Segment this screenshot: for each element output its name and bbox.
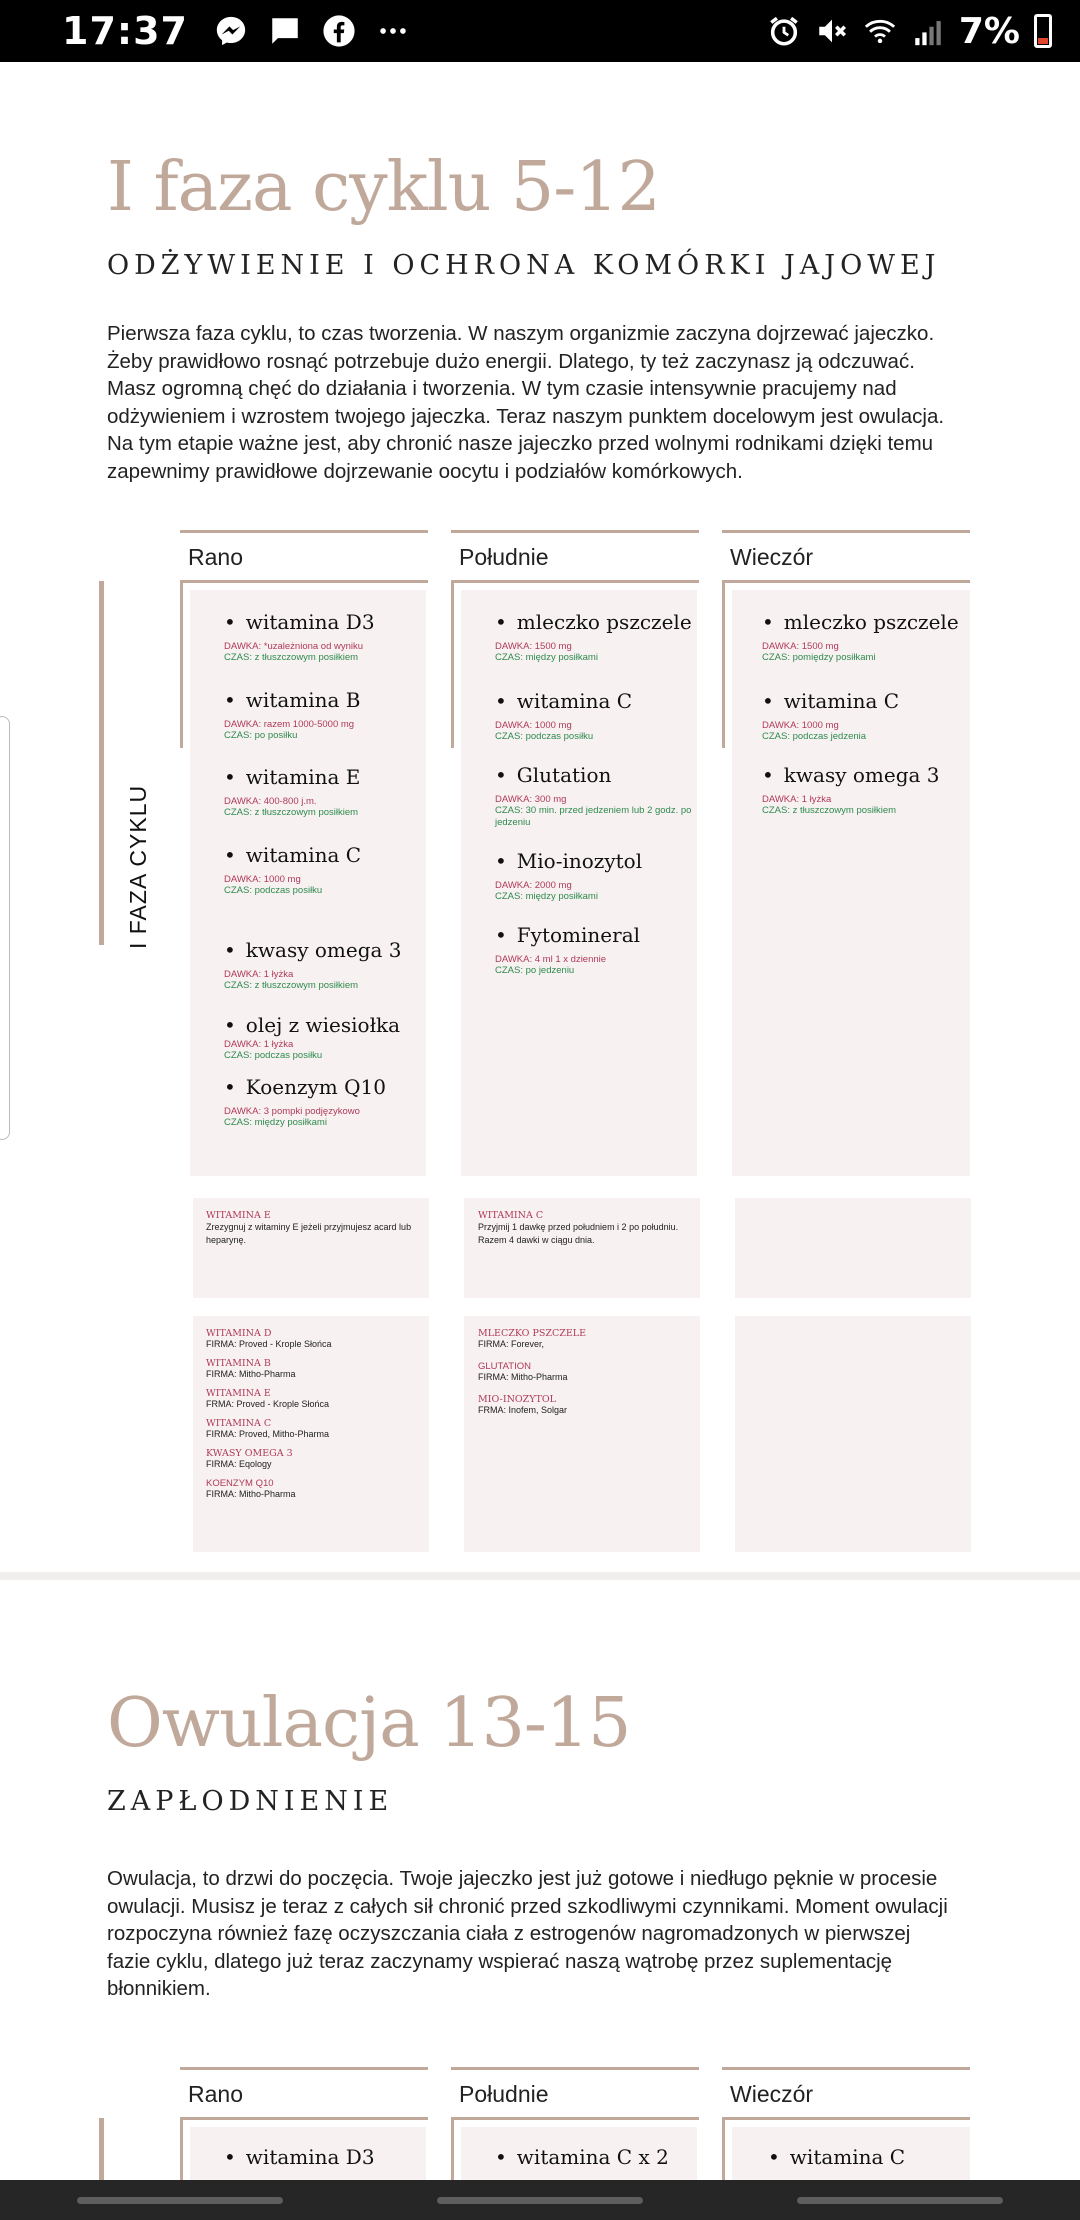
ovulation-intro [107, 1865, 971, 2003]
intro-line: fazie cyklu, dlatego już teraz zaczynamy wspierać naszą wątrobę przez suplementację [107, 1949, 893, 1973]
supplement-card-poludnie [461, 590, 697, 1176]
supplement-item: • Glutation DAWKA: 300 mg CZAS: 30 min. przed jedzeniem lub 2 godz. po jedzeniu [495, 763, 695, 829]
intro-line: rozpoczyna również fazę oczyszczania ciała z estrogenów nagromadzonych w pierwszej [107, 1922, 911, 1945]
column-header-wieczor: Wieczór [722, 530, 970, 582]
note-card-poludnie: WITAMINA C Przyjmij 1 dawkę przed południem i 2 po południu. Razem 4 dawki w ciągu dnia. [464, 1198, 700, 1298]
supplement-item: • witamina C x 2 [495, 2145, 669, 2169]
supplement-item: • witamina C DAWKA: 1000 mg CZAS: podczas posiłku [495, 689, 632, 742]
column-header-wieczor: Wieczór [722, 2067, 970, 2119]
supplement-item: • witamina B DAWKA: razem 1000-5000 mg CZAS: po posiłku [224, 688, 361, 741]
brand-entry: MIO-INOZYTOL FRMA: Inofem, Solgar [478, 1394, 568, 1415]
supplement-item: • witamina D3 DAWKA: *uzależniona od wyniku CZAS: z tłuszczowym posiłkiem [224, 610, 375, 663]
ovulation-subtitle: ZAPŁODNIENIE [107, 1786, 394, 1817]
supplement-item: • mleczko pszczele DAWKA: 1500 mg CZAS: między posiłkami [495, 610, 692, 663]
intro-line: Owulacja, to drzwi do poczęcia. Twoje jajeczko jest już gotowe i niedługo pęknie w procesie [107, 1867, 938, 1890]
brand-entry: MLECZKO PSZCZELE FIRMA: Forever, [478, 1328, 587, 1349]
brand-entry: KOENZYM Q10 FIRMA: Mitho-Pharma [206, 1478, 296, 1499]
intro-line: Pierwsza faza cyklu, to czas tworzenia. W naszym organizmie zaczyna dojrzewać jajeczko. [107, 322, 935, 345]
phase1-intro [107, 320, 971, 485]
intro-line: błonnikiem. [107, 1977, 211, 2000]
status-time: 17:37 [62, 9, 188, 53]
brand-entry: WITAMINA B FIRMA: Mitho-Pharma [206, 1358, 296, 1379]
brand-entry: GLUTATION FIRMA: Mitho-Pharma [478, 1361, 568, 1382]
note-card-rano: WITAMINA E Zrezygnuj z witaminy E jeżeli przyjmujesz acard lub heparynę. [193, 1198, 429, 1298]
battery-icon [1034, 14, 1052, 48]
intro-line: Na tym etapie ważne jest, aby chronić nasze jajeczko przed wolnymi rodnikami dzięki temu [107, 432, 934, 455]
supplement-item: • olej z wiesiołka DAWKA: 1 łyżka CZAS: podczas posiłku [224, 1013, 400, 1061]
supplement-item: • witamina C DAWKA: 1000 mg CZAS: podczas jedzenia [762, 689, 899, 742]
supplement-item: • witamina C [768, 2145, 905, 2169]
messenger-icon [214, 14, 248, 48]
column-header-rano: Rano [180, 2067, 428, 2119]
alarm-icon [767, 14, 801, 48]
facebook-icon [322, 14, 356, 48]
supplement-card-wieczor [732, 2127, 970, 2187]
supplement-item: • witamina C DAWKA: 1000 mg CZAS: podczas posiłku [224, 843, 361, 896]
signal-icon [911, 14, 945, 48]
column-header-poludnie: Południe [451, 530, 699, 582]
phase-label: I FAZA CYKLU [125, 784, 151, 949]
wifi-icon [863, 14, 897, 48]
intro-line: owulacji. Musisz je teraz z całych sił chronić przed szkodliwymi czynnikami. Moment owulacji [107, 1894, 948, 1918]
intro-line: odżywieniem i wzrostem twojego jajeczka. Teraz naszym punktem docelowym jest owulacja. [107, 404, 945, 428]
column-header-poludnie: Południe [451, 2067, 699, 2119]
supplement-item: • Fytomineral DAWKA: 4 ml 1 x dziennie CZAS: po jedzeniu [495, 923, 640, 976]
supplement-card-rano [190, 590, 426, 1176]
brand-card-rano [193, 1316, 429, 1552]
status-bar [0, 0, 1080, 62]
supplement-item: • kwasy omega 3 DAWKA: 1 łyżka CZAS: z tłuszczowym posiłkiem [762, 763, 940, 816]
column-header-rano: Rano [180, 530, 428, 582]
nav-home-button[interactable] [437, 2197, 643, 2204]
supplement-item: • Koenzym Q10 DAWKA: 3 pompki podjęzykowo CZAS: między posiłkami [224, 1075, 386, 1128]
supplement-item: • Mio-inozytol DAWKA: 2000 mg CZAS: między posiłkami [495, 849, 642, 902]
brand-card-wieczor [735, 1316, 971, 1552]
more-icon [376, 14, 410, 48]
supplement-item: • witamina D3 [224, 2145, 375, 2169]
section-divider [0, 1572, 1080, 1580]
brand-entry: WITAMINA D FIRMA: Proved - Krople Słońca [206, 1328, 332, 1349]
supplement-item: • kwasy omega 3 DAWKA: 1 łyżka CZAS: z tłuszczowym posiłkiem [224, 938, 402, 991]
phase1-title: I faza cyklu 5-12 [107, 148, 660, 227]
supplement-card-wieczor [732, 590, 970, 1176]
note-card-wieczor [735, 1198, 971, 1298]
brand-entry: KWASY OMEGA 3 FIRMA: Eqology [206, 1448, 293, 1469]
battery-percent: 7% [958, 10, 1020, 52]
phase-bar [99, 2118, 104, 2180]
phase-bar [99, 581, 104, 945]
nav-recents-button[interactable] [77, 2197, 283, 2204]
intro-line: Masz ogromną chęć do działania i tworzenia. W tym czasie intensywnie pracujemy nad [107, 377, 897, 400]
supplement-item: • witamina E DAWKA: 400-800 j.m. CZAS: z tłuszczowym posiłkiem [224, 765, 360, 818]
ovulation-title: Owulacja 13-15 [107, 1684, 631, 1763]
intro-line: zapewnimy prawidłowe dojrzewanie oocytu i podziałów komórkowych. [107, 459, 743, 483]
intro-line: Żeby prawidłowo rosnąć potrzebuje dużo energii. Dlatego, ty też zaczynasz ją odczuwać. [107, 349, 915, 373]
brand-card-poludnie [464, 1316, 700, 1552]
chat-icon [268, 14, 302, 48]
nav-back-button[interactable] [797, 2197, 1003, 2204]
mute-icon [815, 14, 849, 48]
phase1-section [0, 62, 1080, 1572]
supplement-card-rano [190, 2127, 426, 2187]
navigation-bar [0, 2180, 1080, 2220]
supplement-item: • mleczko pszczele DAWKA: 1500 mg CZAS: pomiędzy posiłkami [762, 610, 959, 663]
supplement-card-poludnie [461, 2127, 697, 2187]
brand-entry: WITAMINA E FRMA: Proved - Krople Słońca [206, 1388, 330, 1409]
phase1-subtitle: ODŻYWIENIE I OCHRONA KOMÓRKI JAJOWEJ [107, 250, 941, 281]
brand-entry: WITAMINA C FIRMA: Proved, Mitho-Pharma [206, 1418, 330, 1439]
ovulation-section [0, 1580, 1080, 2180]
side-scroll-tab[interactable] [0, 716, 10, 1140]
